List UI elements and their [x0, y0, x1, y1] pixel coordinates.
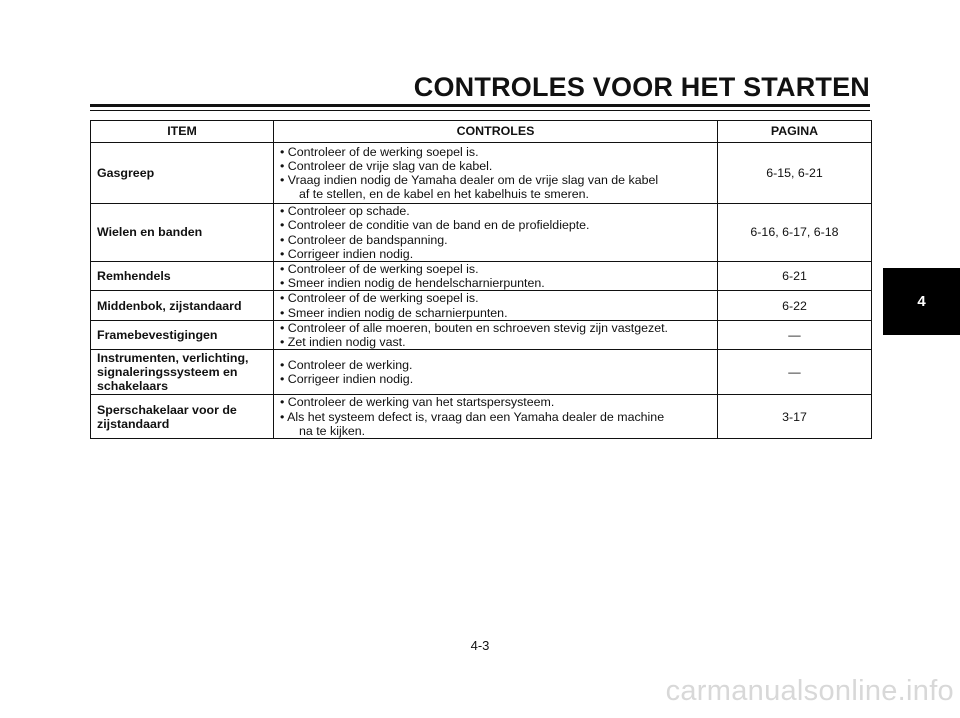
item-label: Remhendels — [97, 269, 171, 284]
item-label: Sperschakelaar voor de — [97, 402, 237, 417]
check-line: • Smeer indien nodig de scharnierpunten. — [280, 305, 508, 320]
item-cell — [91, 204, 274, 262]
table-row — [91, 291, 872, 320]
item-label: zijstandaard — [97, 416, 170, 431]
check-line: • Corrigeer indien nodig. — [280, 246, 414, 261]
chapter-tab — [883, 268, 960, 335]
checks-cell — [274, 320, 718, 349]
item-cell — [91, 350, 274, 395]
item-cell — [91, 320, 274, 349]
table-body — [91, 143, 872, 439]
check-line: • Zet indien nodig vast. — [280, 335, 406, 350]
check-line: • Controleer of de werking soepel is. — [280, 144, 479, 159]
check-line: • Controleer de werking. — [280, 358, 413, 373]
item-cell — [91, 143, 274, 204]
check-line: • Controleer de bandspanning. — [280, 232, 448, 247]
item-cell — [91, 262, 274, 291]
title-rule-thick — [90, 104, 870, 107]
item-label: Gasgreep — [97, 165, 155, 180]
check-line: • Controleer de conditie van de band en de profieldiepte. — [280, 218, 590, 233]
check-line: • Controleer of de werking soepel is. — [280, 291, 479, 306]
check-line: na te kijken. — [299, 423, 366, 438]
item-label: Framebevestigingen — [97, 327, 218, 342]
item-label: schakelaars — [97, 379, 168, 394]
checks-cell — [274, 143, 718, 204]
page-ref-cell: 6-15, 6-21 — [718, 143, 872, 204]
check-line: • Controleer de werking van het startspersysteem. — [280, 395, 555, 410]
header-page: PAGINA — [718, 121, 872, 143]
page-ref-cell: 6-22 — [718, 291, 872, 320]
page-ref-cell: — — [718, 350, 872, 395]
page-number: 4-3 — [470, 638, 490, 653]
check-line: • Vraag indien nodig de Yamaha dealer om de vrije slag van de kabel — [280, 173, 659, 187]
table-row — [91, 320, 872, 349]
checks-cell — [274, 350, 718, 395]
check-line: • Controleer of de werking soepel is. — [280, 262, 479, 276]
table-row — [91, 262, 872, 291]
check-line: • Corrigeer indien nodig. — [280, 372, 414, 387]
page-title: CONTROLES VOOR HET STARTEN — [413, 72, 870, 102]
item-label: Wielen en banden — [97, 225, 203, 240]
table-row — [91, 395, 872, 439]
checks-cell — [274, 262, 718, 291]
check-line: • Controleer of alle moeren, bouten en schroeven stevig zijn vastgezet. — [280, 320, 668, 335]
check-line: • Controleer op schade. — [280, 204, 410, 219]
item-label: signaleringssysteem en — [97, 365, 238, 380]
header-checks: CONTROLES — [274, 121, 718, 143]
title-rule-thin — [90, 110, 870, 111]
page-ref-cell: 6-21 — [718, 262, 872, 291]
page-ref-cell: 6-16, 6-17, 6-18 — [718, 204, 872, 262]
check-line: • Smeer indien nodig de hendelscharnierpunten. — [280, 276, 545, 291]
check-line: • Controleer de vrije slag van de kabel. — [280, 158, 493, 173]
watermark: carmanualsonline.info — [665, 675, 954, 707]
chapter-number: 4 — [917, 293, 926, 310]
item-cell — [91, 395, 274, 439]
check-line: • Als het systeem defect is, vraag dan een Yamaha dealer de machine — [280, 409, 665, 424]
header-item: ITEM — [91, 121, 274, 143]
check-line: af te stellen, en de kabel en het kabelhuis te smeren. — [299, 187, 589, 202]
page-ref-cell: 3-17 — [718, 395, 872, 439]
page-ref-cell: — — [718, 320, 872, 349]
table-header-row — [91, 121, 872, 143]
checks-cell — [274, 204, 718, 262]
table-row — [91, 143, 872, 204]
table-row — [91, 350, 872, 395]
item-label: Instrumenten, verlichting, — [97, 350, 249, 365]
table-row — [91, 204, 872, 262]
checks-table — [90, 120, 872, 439]
item-cell — [91, 291, 274, 320]
checks-cell — [274, 395, 718, 439]
item-label: Middenbok, zijstandaard — [97, 298, 242, 313]
checks-cell — [274, 291, 718, 320]
